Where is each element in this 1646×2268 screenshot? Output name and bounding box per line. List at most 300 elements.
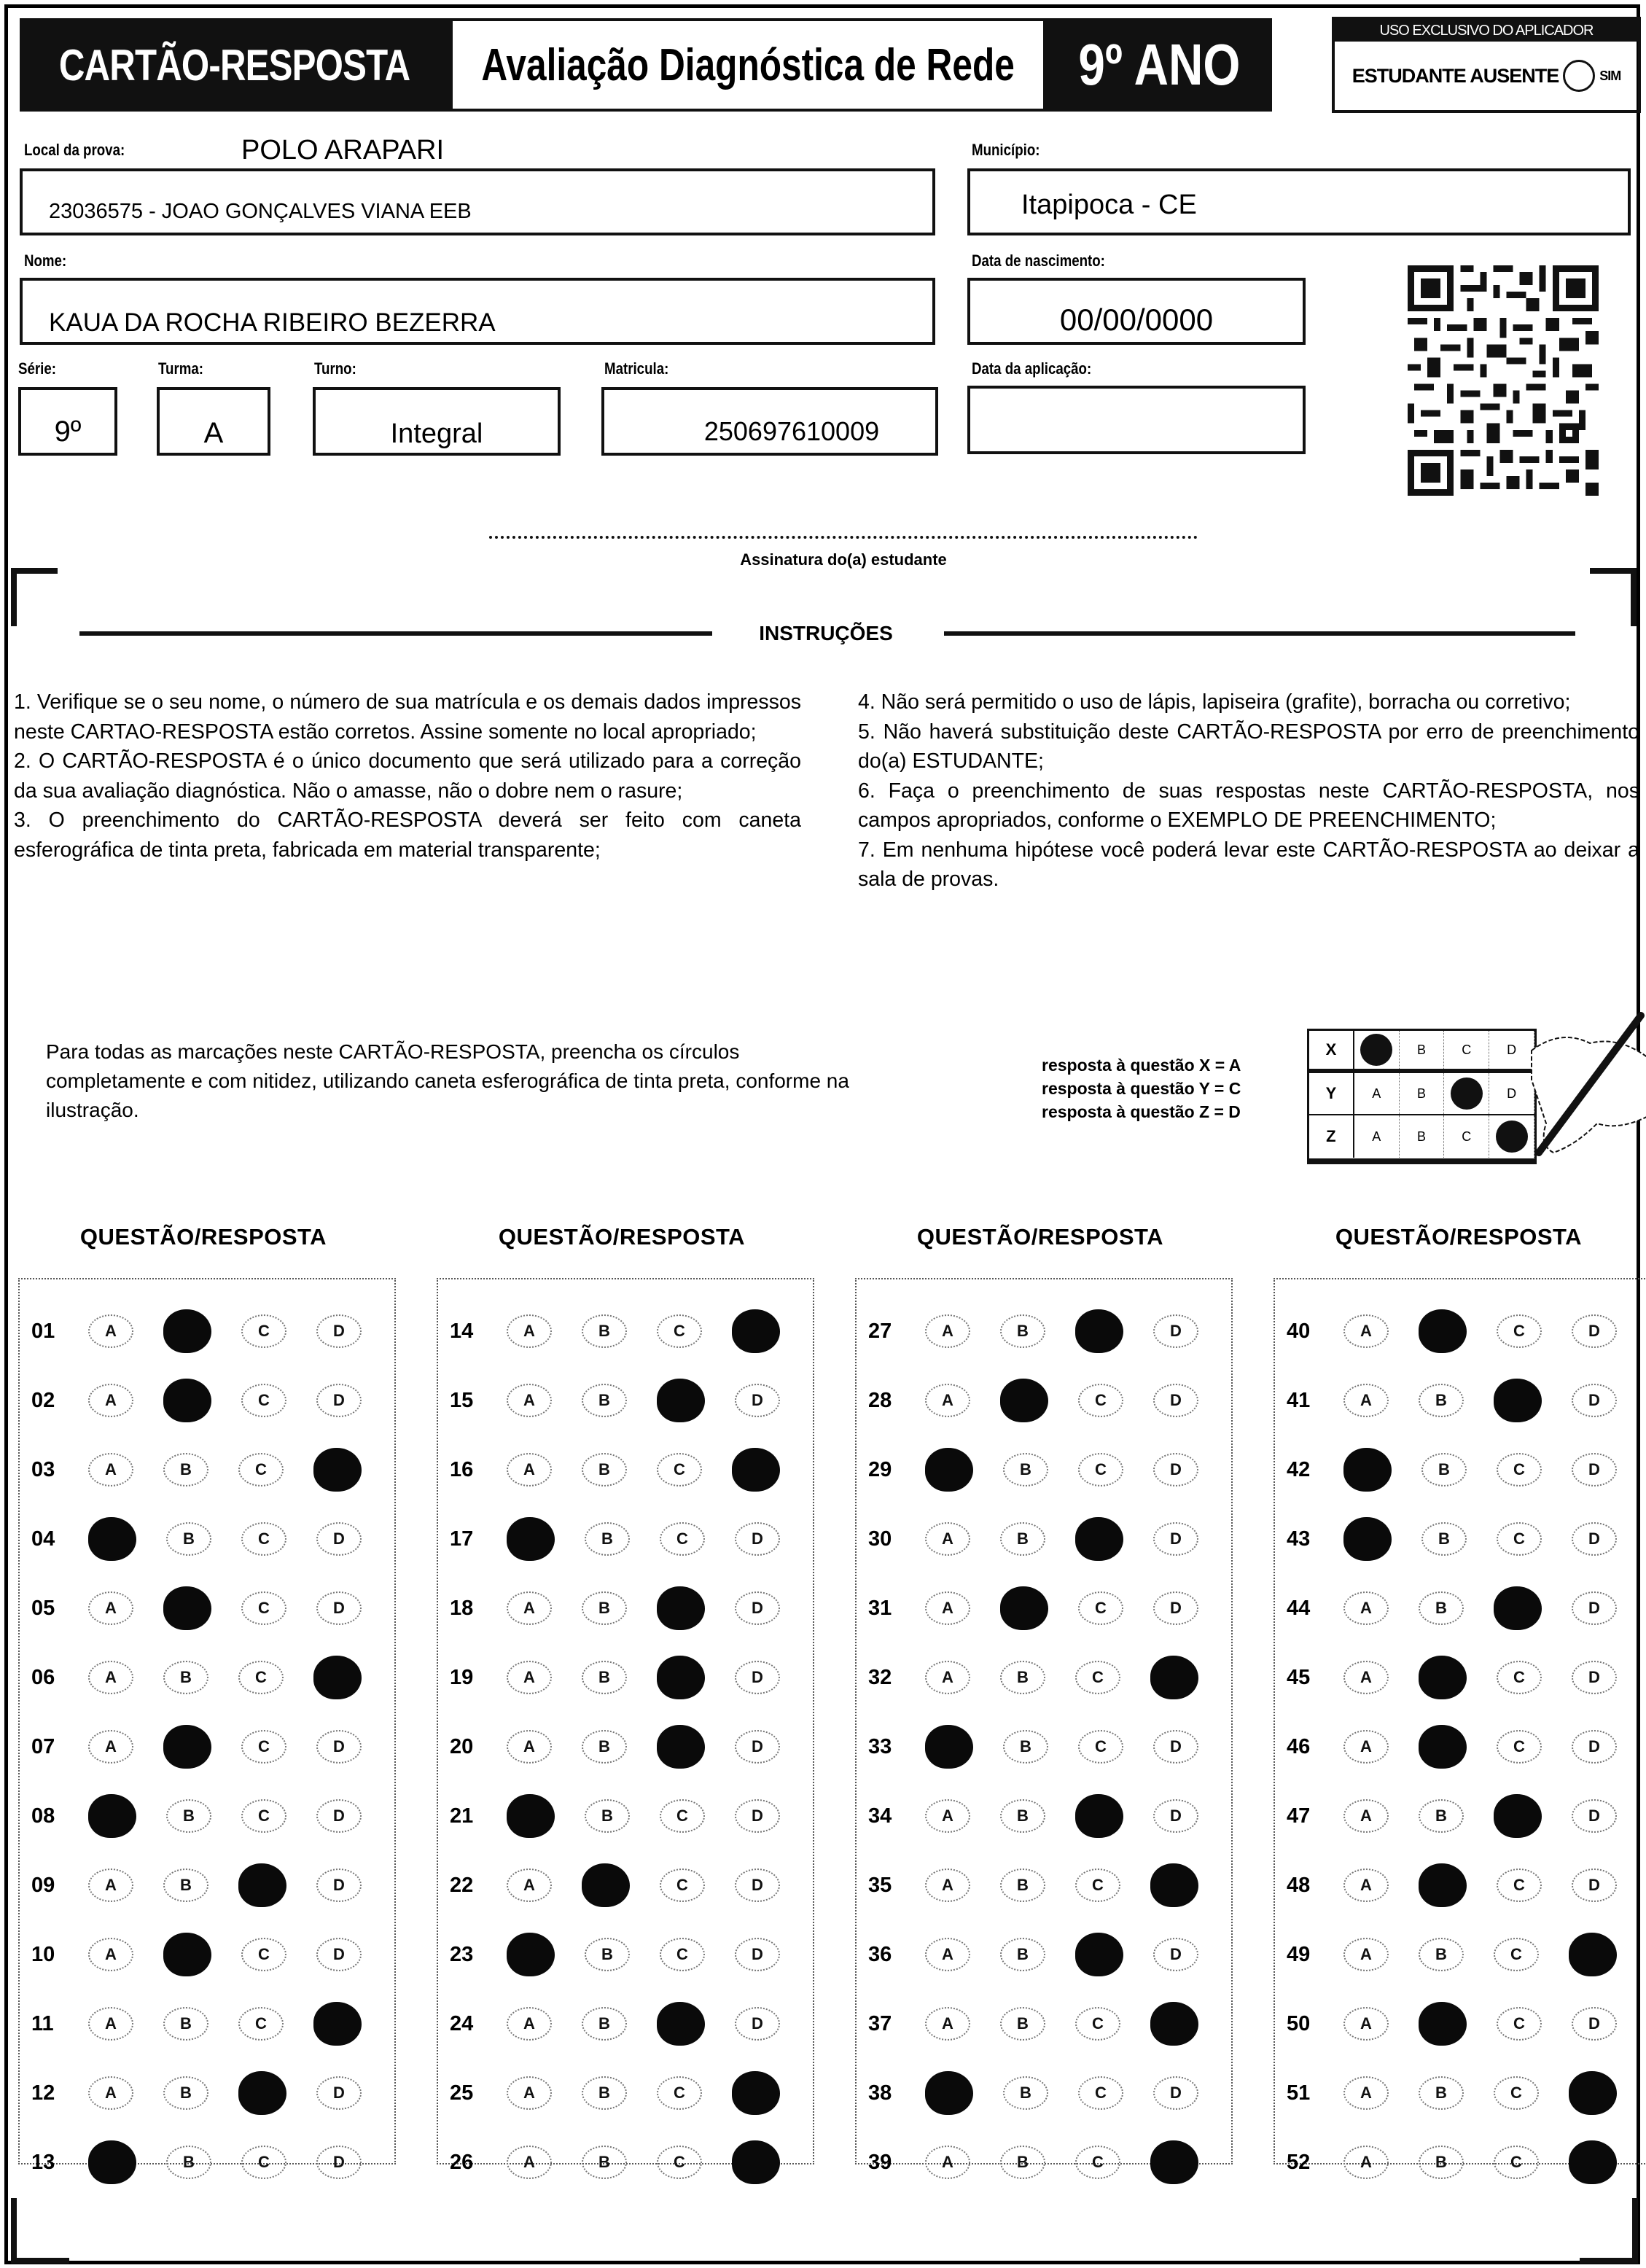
question-number: 29 — [868, 1457, 892, 1481]
answer-bubble[interactable]: A — [925, 2007, 970, 2041]
answer-bubble-filled[interactable] — [507, 1794, 555, 1838]
question-number: 12 — [31, 2081, 55, 2105]
answer-bubble[interactable]: B — [166, 1522, 211, 1556]
question-row — [438, 1860, 813, 1911]
question-row — [857, 1513, 1231, 1564]
question-number: 15 — [450, 1388, 474, 1412]
answer-bubble[interactable]: C — [241, 1384, 286, 1417]
answer-bubble[interactable]: B — [585, 1799, 630, 1833]
answer-bubble[interactable]: D — [1153, 1591, 1198, 1625]
answer-bubble[interactable]: C — [1078, 1730, 1123, 1764]
answer-bubble[interactable]: A — [88, 1453, 133, 1486]
answer-bubble[interactable]: C — [1494, 2076, 1539, 2110]
answer-bubble[interactable]: B — [582, 1661, 627, 1694]
answer-bubble-filled[interactable] — [1075, 1794, 1123, 1838]
question-number: 22 — [450, 1873, 474, 1897]
answer-bubble[interactable]: B — [582, 2146, 627, 2179]
answer-bubble[interactable]: A — [88, 1938, 133, 1971]
question-number: 21 — [450, 1804, 474, 1828]
answer-bubble[interactable]: A — [88, 2076, 133, 2110]
example-legend — [1042, 1053, 1241, 1123]
turma-field — [157, 387, 270, 456]
answer-bubble[interactable]: C — [241, 1730, 286, 1764]
answer-bubble[interactable]: D — [1572, 1522, 1617, 1556]
answer-bubble[interactable]: A — [1343, 1591, 1389, 1625]
answer-bubble[interactable]: B — [1000, 1938, 1045, 1971]
answer-bubble[interactable]: A — [88, 1384, 133, 1417]
answer-bubble-filled[interactable] — [1150, 2140, 1198, 2184]
question-number: 28 — [868, 1388, 892, 1412]
answer-bubble[interactable]: A — [88, 1661, 133, 1694]
answer-bubble[interactable]: A — [507, 2076, 552, 2110]
answer-bubble[interactable]: B — [582, 2076, 627, 2110]
question-row — [1275, 1652, 1646, 1703]
question-number: 04 — [31, 1527, 55, 1551]
example-row — [1309, 1115, 1534, 1158]
answer-bubble[interactable]: B — [1003, 1730, 1048, 1764]
answer-bubble[interactable]: A — [507, 2007, 552, 2041]
applicator-title: USO EXCLUSIVO DO APLICADOR — [1335, 20, 1638, 42]
answer-bubble[interactable]: B — [1003, 2076, 1048, 2110]
answer-bubble[interactable]: D — [1572, 1314, 1617, 1348]
answer-bubble-filled[interactable] — [1569, 2140, 1617, 2184]
answer-bubble-filled[interactable] — [1150, 2002, 1198, 2046]
serie-field — [18, 387, 117, 456]
answer-bubble[interactable]: A — [925, 1591, 970, 1625]
answer-bubble-filled[interactable] — [1150, 1656, 1198, 1699]
answer-bubble[interactable]: A — [925, 1314, 970, 1348]
example-bubble: D — [1489, 1031, 1534, 1069]
column-title: QUESTÃO/RESPOSTA — [916, 1224, 1164, 1250]
answer-bubble[interactable]: C — [238, 1661, 284, 1694]
answer-bubble[interactable]: B — [1000, 1799, 1045, 1833]
answer-bubble[interactable]: A — [507, 1453, 552, 1486]
question-row — [857, 1929, 1231, 1980]
question-row — [20, 1583, 394, 1634]
answer-bubble[interactable]: A — [1343, 2076, 1389, 2110]
question-row — [20, 1790, 394, 1842]
answer-bubble-filled[interactable] — [1419, 1863, 1467, 1907]
answer-bubble[interactable]: A — [925, 1661, 970, 1694]
question-row — [857, 1583, 1231, 1634]
answer-bubble-filled[interactable] — [1150, 1863, 1198, 1907]
answer-bubble-filled[interactable] — [657, 1656, 705, 1699]
question-row — [20, 1306, 394, 1357]
answer-bubble-filled[interactable] — [313, 1448, 362, 1492]
school-value: 23036575 - JOAO GONÇALVES VIANA EEB — [49, 200, 472, 223]
answer-bubble[interactable]: A — [507, 2146, 552, 2179]
answer-bubble[interactable]: C — [1075, 2146, 1120, 2179]
answer-bubble[interactable]: C — [1078, 1591, 1123, 1625]
answer-bubble-filled[interactable] — [1494, 1379, 1542, 1422]
question-number: 40 — [1287, 1319, 1311, 1343]
answer-bubble[interactable]: A — [925, 1799, 970, 1833]
answer-bubble-filled[interactable] — [1075, 1517, 1123, 1561]
answer-bubble-filled[interactable] — [1569, 2071, 1617, 2115]
answer-bubble[interactable]: C — [1497, 1730, 1542, 1764]
answer-bubble[interactable]: D — [316, 1799, 362, 1833]
answer-bubble[interactable]: C — [1075, 1868, 1120, 1902]
question-number: 13 — [31, 2150, 55, 2174]
answer-bubble[interactable]: C — [241, 1938, 286, 1971]
answer-bubble[interactable]: D — [316, 2076, 362, 2110]
answer-bubble[interactable]: D — [735, 1522, 780, 1556]
answer-bubble[interactable]: B — [1419, 1799, 1464, 1833]
answer-bubble-filled[interactable] — [1419, 1656, 1467, 1699]
answer-bubble[interactable]: A — [88, 1868, 133, 1902]
answer-bubble-filled[interactable] — [582, 1863, 630, 1907]
answer-bubble[interactable]: A — [507, 1384, 552, 1417]
answer-bubble-filled[interactable] — [163, 1309, 211, 1353]
answer-bubble-filled[interactable] — [657, 1586, 705, 1630]
answer-bubble[interactable]: D — [1153, 1730, 1198, 1764]
answer-bubble[interactable]: B — [166, 1799, 211, 1833]
answer-bubble[interactable]: C — [1497, 1314, 1542, 1348]
answer-bubble[interactable]: D — [1153, 1799, 1198, 1833]
answer-bubble[interactable]: A — [507, 1314, 552, 1348]
instruction-4: 4. Não será permitido o uso de lápis, lapiseira (grafite), borracha ou corretivo; — [858, 690, 1571, 714]
answer-bubble[interactable]: C — [660, 1799, 705, 1833]
example-bubble: B — [1400, 1073, 1445, 1114]
instruction-6: 6. Faça o preenchimento de suas respostas neste CARTÃO-RESPOSTA, nos campos apropriados, conforme o EXEMPLO DE PREENCHIMENTO; — [858, 779, 1639, 832]
qr-code — [1408, 265, 1599, 496]
question-row — [857, 1721, 1231, 1772]
answer-bubble-filled[interactable] — [1419, 1725, 1467, 1769]
answer-bubble[interactable]: C — [1078, 1453, 1123, 1486]
question-row — [438, 1652, 813, 1703]
answer-bubble[interactable]: A — [1343, 2007, 1389, 2041]
answer-bubble[interactable]: D — [1572, 1730, 1617, 1764]
answer-bubble[interactable]: B — [582, 1591, 627, 1625]
question-number: 08 — [31, 1804, 55, 1828]
answer-bubble[interactable]: D — [735, 1730, 780, 1764]
answer-bubble[interactable]: A — [507, 1730, 552, 1764]
answer-bubble[interactable]: D — [735, 2007, 780, 2041]
card-label: CARTÃO-RESPOSTA — [20, 18, 450, 112]
answer-bubble[interactable]: D — [1572, 1453, 1617, 1486]
column-title: QUESTÃO/RESPOSTA — [498, 1224, 746, 1250]
answer-bubble[interactable]: B — [163, 1868, 208, 1902]
question-row — [857, 1444, 1231, 1495]
signature-label: Assinatura do(a) estudante — [740, 550, 947, 569]
answer-bubble-filled[interactable] — [1569, 1933, 1617, 1976]
answer-bubble[interactable]: C — [241, 1314, 286, 1348]
answer-bubble[interactable]: A — [1343, 1314, 1389, 1348]
answer-bubble[interactable]: C — [657, 1314, 702, 1348]
answer-bubble-filled[interactable] — [925, 1725, 973, 1769]
answer-bubble[interactable]: C — [1078, 2076, 1123, 2110]
answer-bubble[interactable]: C — [1075, 1661, 1120, 1694]
answer-bubble[interactable]: D — [1153, 1522, 1198, 1556]
answer-bubble[interactable]: B — [1419, 1591, 1464, 1625]
answer-bubble-filled[interactable] — [732, 1309, 780, 1353]
question-number: 45 — [1287, 1665, 1311, 1689]
example-filled-bubble — [1354, 1031, 1400, 1069]
answer-bubble[interactable]: D — [316, 1384, 362, 1417]
answer-bubble[interactable]: D — [1572, 1661, 1617, 1694]
question-number: 49 — [1287, 1942, 1311, 1966]
answer-bubble-filled[interactable] — [1494, 1586, 1542, 1630]
answer-bubble[interactable]: C — [657, 2076, 702, 2110]
answer-bubble[interactable]: B — [1421, 1522, 1467, 1556]
answer-bubble[interactable]: A — [925, 1868, 970, 1902]
answer-bubble-filled[interactable] — [925, 2071, 973, 2115]
example-row — [1309, 1031, 1534, 1073]
nome-label: Nome: — [24, 252, 67, 270]
answer-bubble[interactable]: C — [241, 2146, 286, 2179]
answer-bubble[interactable]: C — [1497, 1453, 1542, 1486]
answer-card — [4, 4, 1640, 2264]
answer-bubble[interactable]: D — [735, 1661, 780, 1694]
question-number: 18 — [450, 1596, 474, 1620]
answer-bubble[interactable]: B — [1000, 2146, 1045, 2179]
instruction-7: 7. Em nenhuma hipótese você poderá levar este CARTÃO-RESPOSTA ao deixar a sala de provas. — [858, 838, 1639, 891]
answer-bubble[interactable]: D — [735, 1868, 780, 1902]
answer-bubble-filled[interactable] — [88, 1794, 136, 1838]
answer-bubble[interactable]: A — [88, 1314, 133, 1348]
question-number: 02 — [31, 1388, 55, 1412]
answer-bubble-filled[interactable] — [1419, 2002, 1467, 2046]
answer-bubble[interactable]: D — [1153, 1938, 1198, 1971]
answer-bubble[interactable]: A — [1343, 1384, 1389, 1417]
turno-field — [313, 387, 561, 456]
answer-bubble[interactable]: D — [316, 1522, 362, 1556]
answer-bubble-filled[interactable] — [163, 1725, 211, 1769]
question-number: 48 — [1287, 1873, 1311, 1897]
answer-bubble[interactable]: C — [1494, 2146, 1539, 2179]
answer-bubble[interactable]: A — [88, 1591, 133, 1625]
answer-bubble[interactable]: D — [735, 1591, 780, 1625]
answer-bubble[interactable]: D — [316, 2146, 362, 2179]
matricula-field — [601, 387, 938, 456]
question-number: 43 — [1287, 1527, 1311, 1551]
answer-bubble-filled[interactable] — [88, 1517, 136, 1561]
question-number: 07 — [31, 1734, 55, 1758]
answer-bubble[interactable]: D — [735, 1938, 780, 1971]
matricula-label: Matricula: — [604, 359, 669, 378]
example-question-label: Y — [1309, 1073, 1354, 1114]
answer-bubble-filled[interactable] — [88, 2140, 136, 2184]
answer-bubble[interactable]: B — [163, 1661, 208, 1694]
answer-bubble[interactable]: C — [241, 1522, 286, 1556]
answer-bubble-filled[interactable] — [1075, 1309, 1123, 1353]
question-number: 24 — [450, 2011, 474, 2035]
answer-bubble[interactable]: C — [238, 1453, 284, 1486]
signature-line[interactable] — [489, 536, 1198, 539]
answer-bubble[interactable]: D — [316, 1591, 362, 1625]
filled-circle-icon — [1451, 1078, 1483, 1110]
answer-bubble[interactable]: B — [1000, 1661, 1045, 1694]
answer-bubble[interactable]: C — [660, 1868, 705, 1902]
question-row — [857, 1790, 1231, 1842]
answer-bubble[interactable]: C — [1497, 1661, 1542, 1694]
answer-bubble-filled[interactable] — [507, 1933, 555, 1976]
question-number: 52 — [1287, 2150, 1311, 2174]
question-row — [20, 1652, 394, 1703]
corner-mark-bottom-left — [11, 2198, 69, 2264]
answer-bubble[interactable]: B — [582, 1453, 627, 1486]
answer-bubble-filled[interactable] — [163, 1586, 211, 1630]
answer-bubble[interactable]: B — [582, 1730, 627, 1764]
answer-bubble[interactable]: C — [657, 2146, 702, 2179]
answer-bubble[interactable]: A — [88, 1730, 133, 1764]
answer-bubble[interactable]: C — [1497, 1522, 1542, 1556]
answer-bubble-filled[interactable] — [1000, 1586, 1048, 1630]
answer-bubble[interactable]: A — [1343, 1730, 1389, 1764]
absent-checkbox[interactable] — [1563, 60, 1595, 92]
grade-label: 9º ANO — [1046, 18, 1272, 112]
question-row — [1275, 1306, 1646, 1357]
answer-bubble[interactable]: D — [1572, 2007, 1617, 2041]
answer-bubble[interactable]: A — [1343, 1868, 1389, 1902]
example-row — [1309, 1073, 1534, 1115]
question-row — [1275, 1929, 1646, 1980]
turma-label: Turma: — [158, 359, 203, 378]
question-row — [1275, 1860, 1646, 1911]
answer-bubble-filled[interactable] — [1075, 1933, 1123, 1976]
answer-bubble[interactable]: D — [735, 1384, 780, 1417]
answer-bubble[interactable]: B — [1419, 1384, 1464, 1417]
answer-bubble[interactable]: B — [163, 1453, 208, 1486]
answer-bubble-filled[interactable] — [313, 1656, 362, 1699]
question-row — [20, 1929, 394, 1980]
answer-bubble[interactable]: B — [582, 1314, 627, 1348]
answer-bubble[interactable]: B — [1000, 2007, 1045, 2041]
answer-bubble[interactable]: C — [238, 2007, 284, 2041]
answer-bubble[interactable]: B — [166, 2146, 211, 2179]
question-row — [857, 1306, 1231, 1357]
answer-bubble[interactable]: C — [660, 1938, 705, 1971]
question-number: 51 — [1287, 2081, 1311, 2105]
question-row — [438, 1998, 813, 2049]
answer-bubble-filled[interactable] — [313, 2002, 362, 2046]
question-row — [20, 1721, 394, 1772]
answer-bubble[interactable]: B — [163, 2007, 208, 2041]
answer-bubble[interactable]: B — [1421, 1453, 1467, 1486]
answer-bubble[interactable]: C — [1497, 2007, 1542, 2041]
answer-bubble[interactable]: C — [1497, 1868, 1542, 1902]
answer-bubble[interactable]: D — [1153, 1314, 1198, 1348]
answer-bubble[interactable]: D — [1572, 1591, 1617, 1625]
answer-bubble-filled[interactable] — [507, 1517, 555, 1561]
answer-bubble-filled[interactable] — [1000, 1379, 1048, 1422]
answer-bubble[interactable]: C — [1075, 2007, 1120, 2041]
answer-bubble[interactable]: B — [1419, 1938, 1464, 1971]
filled-circle-icon — [1360, 1034, 1392, 1066]
answer-bubble[interactable]: B — [1000, 1868, 1045, 1902]
answer-bubble[interactable]: B — [1000, 1522, 1045, 1556]
answer-bubble[interactable]: A — [925, 1522, 970, 1556]
question-row — [857, 1375, 1231, 1426]
answer-bubble[interactable]: A — [507, 1591, 552, 1625]
answer-bubble-filled[interactable] — [238, 1863, 286, 1907]
answer-bubble[interactable]: A — [507, 1661, 552, 1694]
question-number: 37 — [868, 2011, 892, 2035]
answer-bubble[interactable]: D — [1572, 1384, 1617, 1417]
answer-bubble[interactable]: A — [88, 2007, 133, 2041]
answer-bubble[interactable]: D — [1153, 1384, 1198, 1417]
question-row — [1275, 1583, 1646, 1634]
answer-bubble[interactable]: B — [585, 1938, 630, 1971]
answer-bubble[interactable]: B — [163, 2076, 208, 2110]
question-number: 50 — [1287, 2011, 1311, 2035]
answer-bubble[interactable]: D — [1572, 1868, 1617, 1902]
answer-bubble-filled[interactable] — [732, 2071, 780, 2115]
answer-bubble[interactable]: B — [585, 1522, 630, 1556]
answer-bubble[interactable]: C — [657, 1453, 702, 1486]
question-number: 33 — [868, 1734, 892, 1758]
aplicacao-field[interactable] — [967, 386, 1306, 454]
answer-bubble[interactable]: B — [1003, 1453, 1048, 1486]
answer-bubble[interactable]: A — [1343, 1799, 1389, 1833]
question-number: 47 — [1287, 1804, 1311, 1828]
answer-bubble-filled[interactable] — [238, 2071, 286, 2115]
question-row — [20, 2137, 394, 2188]
answer-bubble[interactable]: B — [582, 1384, 627, 1417]
answer-bubble-filled[interactable] — [657, 1725, 705, 1769]
answer-bubble-filled[interactable] — [1494, 1794, 1542, 1838]
answer-bubble[interactable]: D — [316, 1314, 362, 1348]
answer-bubble[interactable]: C — [1078, 1384, 1123, 1417]
example-legend-y: resposta à questão Y = C — [1042, 1079, 1241, 1098]
answer-bubble[interactable]: B — [582, 2007, 627, 2041]
answer-bubble[interactable]: C — [241, 1799, 286, 1833]
answer-bubble-filled[interactable] — [1419, 1309, 1467, 1353]
nome-field — [20, 278, 935, 345]
answer-bubble[interactable]: B — [1419, 2146, 1464, 2179]
answer-bubble-filled[interactable] — [1343, 1448, 1392, 1492]
question-number: 35 — [868, 1873, 892, 1897]
answer-bubble[interactable]: D — [735, 1799, 780, 1833]
answer-bubble[interactable]: D — [1153, 1453, 1198, 1486]
question-row — [20, 1860, 394, 1911]
answer-bubble-filled[interactable] — [1343, 1517, 1392, 1561]
answer-bubble[interactable]: A — [925, 2146, 970, 2179]
applicator-box — [1332, 17, 1641, 113]
answer-bubble[interactable]: D — [316, 1938, 362, 1971]
answer-bubble[interactable]: A — [925, 1938, 970, 1971]
question-number: 44 — [1287, 1596, 1311, 1620]
answer-bubble[interactable]: D — [316, 1730, 362, 1764]
answer-bubble-filled[interactable] — [163, 1933, 211, 1976]
answer-bubble[interactable]: D — [1572, 1799, 1617, 1833]
answer-bubble[interactable]: D — [1153, 2076, 1198, 2110]
question-row — [857, 1860, 1231, 1911]
answer-bubble-filled[interactable] — [657, 2002, 705, 2046]
answer-bubble-filled[interactable] — [732, 1448, 780, 1492]
nascimento-field — [967, 278, 1306, 345]
answer-bubble[interactable]: A — [1343, 1938, 1389, 1971]
answer-bubble-filled[interactable] — [163, 1379, 211, 1422]
question-number: 27 — [868, 1319, 892, 1343]
answer-bubble-filled[interactable] — [732, 2140, 780, 2184]
answer-bubble-filled[interactable] — [657, 1379, 705, 1422]
answer-bubble-filled[interactable] — [925, 1448, 973, 1492]
answer-bubble[interactable]: B — [1419, 2076, 1464, 2110]
column-title: QUESTÃO/RESPOSTA — [79, 1224, 327, 1250]
answer-bubble[interactable]: C — [660, 1522, 705, 1556]
answer-bubble[interactable]: C — [241, 1591, 286, 1625]
question-number: 01 — [31, 1319, 55, 1343]
answer-bubble[interactable]: D — [316, 1868, 362, 1902]
answer-bubble[interactable]: A — [925, 1384, 970, 1417]
answer-bubble[interactable]: A — [507, 1868, 552, 1902]
answer-bubble[interactable]: B — [1000, 1314, 1045, 1348]
question-number: 46 — [1287, 1734, 1311, 1758]
answer-bubble[interactable]: A — [1343, 2146, 1389, 2179]
answer-bubble[interactable]: A — [1343, 1661, 1389, 1694]
answer-bubble[interactable]: C — [1494, 1938, 1539, 1971]
